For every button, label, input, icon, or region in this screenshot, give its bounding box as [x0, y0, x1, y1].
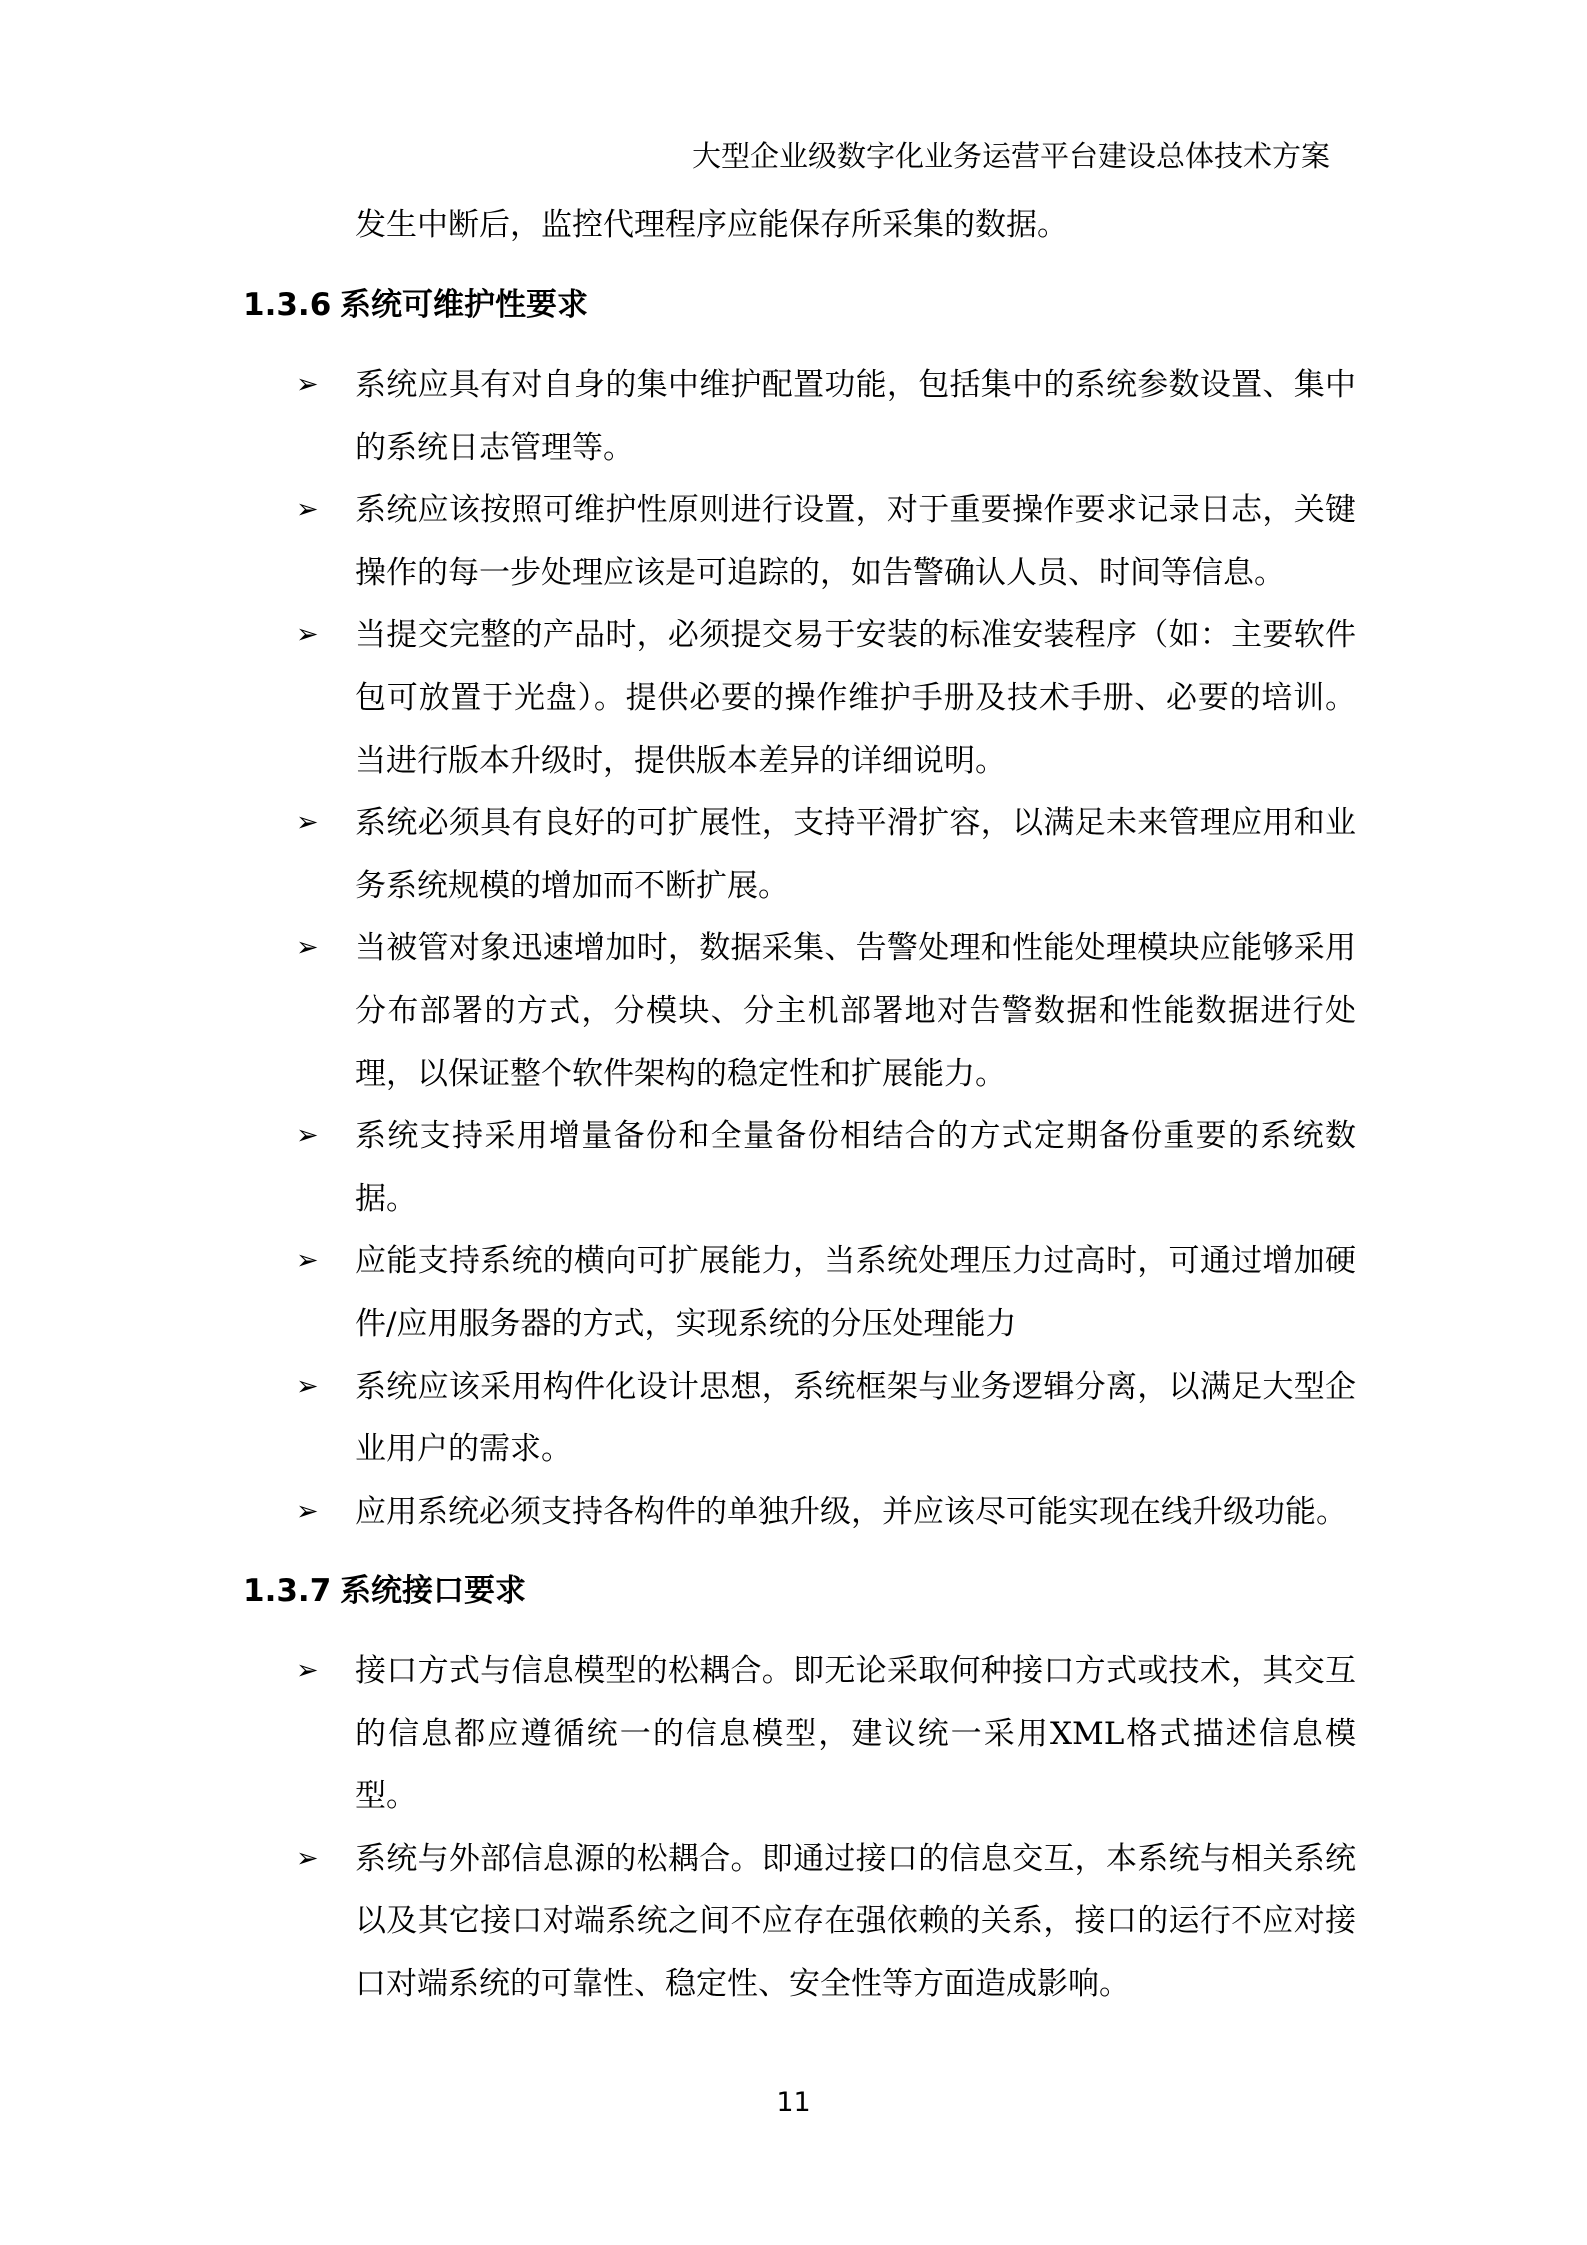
list-item — [296, 479, 1356, 604]
list-item-text: 系统应该按照可维护性原则进行设置，对于重要操作要求记录日志，关键操作的每一步处理应该是可追踪的，如告警确认人员、时间等信息。 — [355, 492, 1356, 591]
list-item — [296, 1828, 1356, 2016]
list-item — [296, 1230, 1356, 1355]
running-header: 大型企业级数字化业务运营平台建设总体技术方案 — [691, 139, 1330, 173]
list-item — [296, 604, 1356, 792]
bullet-list-1-3-7 — [296, 1640, 1356, 2016]
list-item — [296, 1481, 1356, 1544]
list-item-text: 接口方式与信息模型的松耦合。即无论采取何种接口方式或技术，其交互的信息都应遵循统一的信息模型，建议统一采用XML格式描述信息模型。 — [355, 1653, 1356, 1815]
section-title: 系统可维护性要求 — [340, 287, 588, 323]
bullet-arrow-icon: ➢ — [296, 1655, 319, 1686]
bullet-arrow-icon: ➢ — [296, 1120, 319, 1152]
section-heading-1-3-7 — [243, 1569, 526, 1613]
list-item-text: 系统应具有对自身的集中维护配置功能，包括集中的系统参数设置、集中的系统日志管理等。 — [355, 367, 1356, 466]
section-title: 系统接口要求 — [340, 1573, 526, 1609]
list-item-text: 当被管对象迅速增加时，数据采集、告警处理和性能处理模块应能够采用分布部署的方式，分模块、分主机部署地对告警数据和性能数据进行处理，以保证整个软件架构的稳定性和扩展能力。 — [355, 930, 1356, 1092]
list-item-text: 系统必须具有良好的可扩展性，支持平滑扩容，以满足未来管理应用和业务系统规模的增加而不断扩展。 — [355, 805, 1356, 904]
list-item — [296, 1640, 1356, 1828]
list-item-text: 系统应该采用构件化设计思想，系统框架与业务逻辑分离，以满足大型企业用户的需求。 — [355, 1368, 1356, 1468]
list-item — [296, 917, 1356, 1105]
list-item-text: 当提交完整的产品时，必须提交易于安装的标准安装程序（如：主要软件包可放置于光盘）。提供必要的操作维护手册及技术手册、必要的培训。当进行版本升级时，提供版本差异的详细说明。 — [355, 617, 1356, 779]
section-number: 1.3.6 — [243, 287, 332, 323]
continuation-paragraph: 发生中断后，监控代理程序应能保存所采集的数据。 — [355, 207, 1068, 243]
section-number: 1.3.7 — [243, 1573, 332, 1609]
list-item-text: 应用系统必须支持各构件的单独升级，并应该尽可能实现在线升级功能。 — [355, 1493, 1347, 1530]
bullet-arrow-icon: ➢ — [296, 807, 319, 839]
list-item — [296, 792, 1356, 917]
list-item — [296, 1356, 1356, 1481]
bullet-arrow-icon: ➢ — [296, 619, 319, 651]
list-item-text: 应能支持系统的横向可扩展能力，当系统处理压力过高时，可通过增加硬件/应用服务器的方式，实现系统的分压处理能力 — [355, 1243, 1356, 1342]
bullet-arrow-icon: ➢ — [296, 1370, 319, 1402]
list-item — [296, 1105, 1356, 1230]
bullet-arrow-icon: ➢ — [296, 932, 319, 964]
list-item-text: 系统支持采用增量备份和全量备份相结合的方式定期备份重要的系统数据。 — [355, 1118, 1356, 1217]
section-heading-1-3-6 — [243, 283, 588, 327]
bullet-arrow-icon: ➢ — [296, 1842, 319, 1874]
bullet-list-1-3-6 — [296, 354, 1356, 1543]
bullet-arrow-icon: ➢ — [296, 494, 319, 526]
bullet-arrow-icon: ➢ — [296, 1245, 319, 1277]
list-item-text: 系统与外部信息源的松耦合。即通过接口的信息交互，本系统与相关系统以及其它接口对端系统之间不应存在强依赖的关系，接口的运行不应对接口对端系统的可靠性、稳定性、安全性等方面造成影响。 — [355, 1840, 1356, 2002]
page-number: 11 — [776, 2087, 811, 2118]
bullet-arrow-icon: ➢ — [296, 369, 319, 400]
bullet-arrow-icon: ➢ — [296, 1495, 319, 1527]
list-item — [296, 354, 1356, 479]
